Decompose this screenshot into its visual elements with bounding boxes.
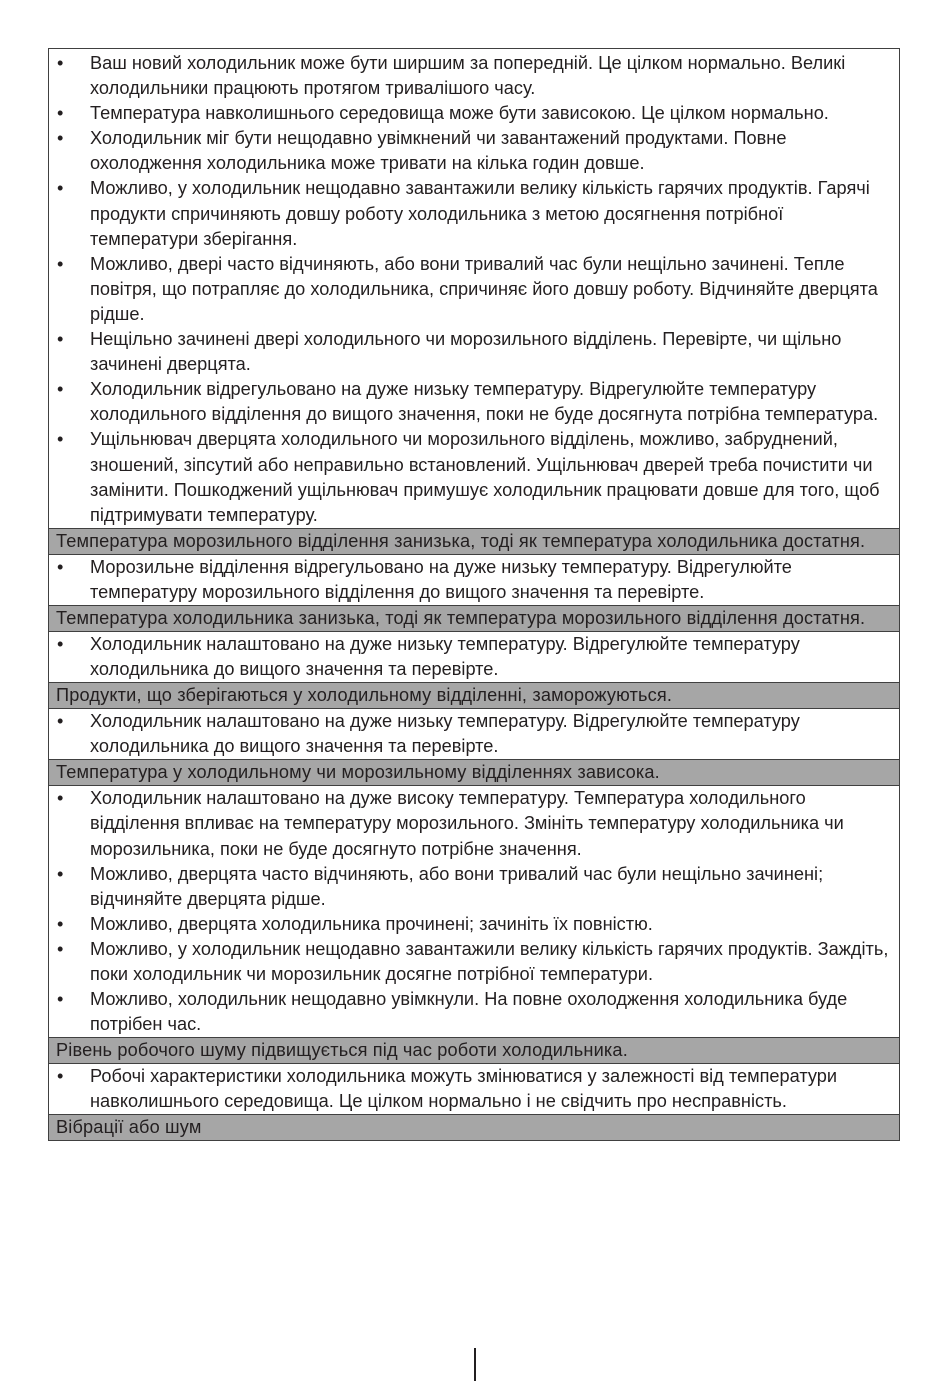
list-item — [57, 377, 895, 427]
list-item-text: Можливо, у холодильник нещодавно завантажили велику кількість гарячих продуктів. Гарячі продукти спричиняють довшу роботу холодильника з метою досягнення потрібної температури зберігання. — [90, 178, 870, 249]
list-item — [57, 937, 895, 987]
bullet-icon: • — [57, 379, 64, 400]
list-item — [57, 126, 895, 176]
bullet-icon: • — [57, 938, 64, 959]
bullet-icon: • — [57, 178, 64, 199]
solution-list — [49, 709, 899, 760]
bullet-icon: • — [57, 1066, 64, 1087]
page-number-divider — [474, 1348, 476, 1381]
list-item-text: Холодильник налаштовано на дуже низьку температуру. Відрегулюйте температуру холодильника до вищого значення та перевірте. — [90, 633, 800, 680]
list-item — [57, 912, 895, 937]
list-item — [57, 786, 895, 861]
solution-list — [49, 632, 899, 683]
list-item-text: Морозильне відділення відрегульовано на дуже низьку температуру. Відрегулюйте температуру морозильного відділення до вищого значення та перевірте. — [90, 556, 792, 602]
problem-heading: Продукти, що зберігаються у холодильному відділенні, заморожуються. — [49, 683, 899, 709]
list-item-text: Холодильник налаштовано на дуже високу температуру. Температура холодильного відділення впливає на температуру морозильного. Змініть температуру холодильника чи морозильника, поки не буде досягнуто потрібне значення. — [90, 788, 844, 859]
list-item — [57, 1064, 895, 1114]
list-item-text: Можливо, дверцята холодильника прочинені; зачиніть їх повністю. — [90, 913, 653, 934]
list-item — [57, 632, 895, 682]
list-item-text: Ваш новий холодильник може бути ширшим за попередній. Це цілком нормально. Великі холодильники працюють протягом тривалішого часу. — [90, 53, 846, 99]
list-item — [57, 51, 895, 101]
list-item — [57, 176, 895, 251]
list-item — [57, 327, 895, 377]
list-item — [57, 101, 895, 126]
list-item-text: Можливо, дверцята часто відчиняють, або вони тривалий час були нещільно зачинені; відчиняйте дверцята рідше. — [90, 863, 824, 909]
bullet-icon: • — [57, 989, 64, 1010]
solution-list — [49, 1064, 899, 1115]
solution-list — [49, 786, 899, 1038]
problem-heading: Температура у холодильному чи морозильному відділеннях зависока. — [49, 760, 899, 786]
list-item — [57, 252, 895, 327]
bullet-icon: • — [57, 253, 64, 274]
list-item — [57, 862, 895, 912]
list-item-text: Можливо, у холодильник нещодавно завантажили велику кількість гарячих продуктів. Заждіть, поки холодильник чи морозильник досягне потрібної температури. — [90, 938, 889, 984]
problem-heading: Рівень робочого шуму підвищується під час роботи холодильника. — [49, 1038, 899, 1064]
bullet-icon: • — [57, 103, 64, 124]
list-item — [57, 987, 895, 1037]
list-item-text: Ущільнювач дверцята холодильного чи морозильного відділень, можливо, забруднений, зношений, зіпсутий або неправильно встановлений. Ущільнювач дверей треба почистити чи замінити. Пошкоджений ущільнювач примушує холодильник працювати довше для того, щоб підтримувати температуру. — [90, 429, 880, 525]
list-item — [57, 555, 895, 605]
list-item-text: Нещільно зачинені двері холодильного чи морозильного відділень. Перевірте, чи щільно зачинені дверцята. — [90, 329, 842, 375]
problem-heading: Температура морозильного відділення занизька, тоді як температура холодильника достатня. — [49, 529, 899, 555]
bullet-icon: • — [57, 633, 64, 654]
problem-heading: Вібрації або шум — [49, 1115, 899, 1141]
bullet-icon: • — [57, 711, 64, 732]
bullet-icon: • — [57, 329, 64, 350]
list-item — [57, 427, 895, 527]
bullet-icon: • — [57, 128, 64, 149]
bullet-icon: • — [57, 913, 64, 934]
list-item — [57, 709, 895, 759]
bullet-icon: • — [57, 788, 64, 809]
bullet-icon: • — [57, 429, 64, 450]
solution-list — [49, 49, 899, 529]
troubleshooting-table — [48, 48, 900, 1141]
list-item-text: Холодильник міг бути нещодавно увімкнений чи завантажений продуктами. Повне охолодження холодильника може тривати на кілька годин довше. — [90, 128, 787, 174]
bullet-icon: • — [57, 863, 64, 884]
list-item-text: Холодильник налаштовано на дуже низьку температуру. Відрегулюйте температуру холодильника до вищого значення та перевірте. — [90, 711, 800, 757]
bullet-icon: • — [57, 556, 64, 577]
bullet-icon: • — [57, 53, 64, 73]
list-item-text: Температура навколишнього середовища може бути зависокою. Це цілком нормально. — [90, 103, 829, 124]
list-item-text: Холодильник відрегульовано на дуже низьку температуру. Відрегулюйте температуру холодильного відділення до вищого значення, поки не буде досягнута потрібна температура. — [90, 379, 879, 425]
list-item-text: Можливо, холодильник нещодавно увімкнули. На повне охолодження холодильника буде потрібен час. — [90, 989, 848, 1035]
problem-heading: Температура холодильника занизька, тоді як температура морозильного відділення достатня. — [49, 606, 899, 632]
solution-list — [49, 555, 899, 606]
list-item-text: Робочі характеристики холодильника можуть змінюватися у залежності від температури навколишнього середовища. Це цілком нормально і не свідчить про несправність. — [90, 1066, 838, 1112]
list-item-text: Можливо, двері часто відчиняють, або вони тривалий час були нещільно зачинені. Тепле повітря, що потрапляє до холодильника, спричиняє його довшу роботу. Відчиняйте дверцята рідше. — [90, 253, 878, 324]
